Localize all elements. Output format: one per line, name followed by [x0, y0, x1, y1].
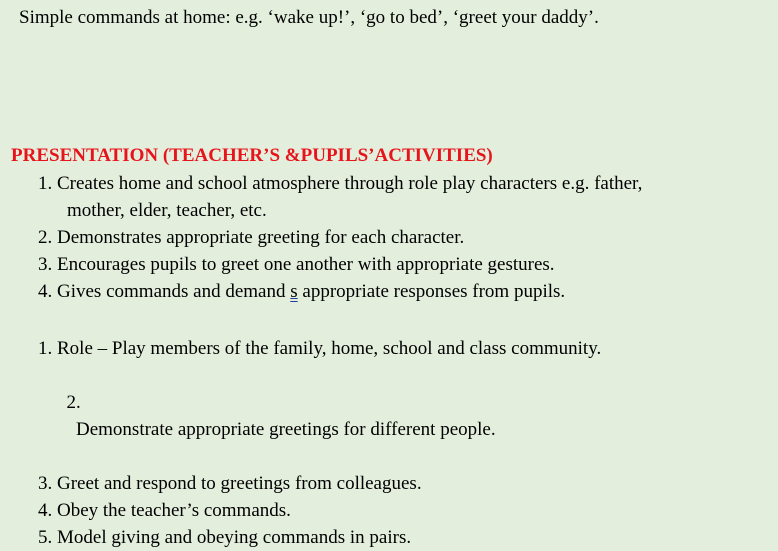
list-text: Demonstrates appropriate greeting for each character.	[57, 227, 465, 248]
spellcheck-underlined-text: s	[290, 281, 298, 302]
list-text: Model giving and obeying commands in pairs.	[57, 527, 412, 548]
list-number: 2.	[38, 227, 53, 248]
list-item	[38, 524, 601, 551]
list-number: 4.	[38, 281, 53, 302]
list-text: Encourages pupils to greet one another with appropriate gestures.	[57, 254, 555, 275]
list-number: 3.	[38, 254, 53, 275]
list-text: Demonstrate appropriate greetings for different people.	[66, 419, 496, 440]
list-text-part: Gives commands and demand	[57, 281, 291, 302]
list-number: 2.	[66, 392, 81, 413]
list-item	[38, 224, 642, 251]
list-number: 1.	[38, 173, 53, 194]
list-number: 3.	[38, 473, 53, 494]
list-text: Role – Play members of the family, home, school and class community.	[57, 338, 602, 359]
list-number: 5.	[38, 527, 53, 548]
list-item	[38, 251, 642, 278]
list-text	[57, 281, 565, 302]
list-item	[38, 335, 601, 362]
section-heading: PRESENTATION (TEACHER’S &PUPILS’ACTIVITIES)	[11, 145, 493, 166]
list-item	[38, 278, 642, 305]
list-item	[38, 470, 601, 497]
teacher-activities-list	[38, 170, 642, 305]
list-item	[38, 170, 642, 224]
list-item	[38, 497, 601, 524]
intro-text: Simple commands at home: e.g. ‘wake up!’, ‘go to bed’, ‘greet your daddy’.	[19, 7, 599, 28]
list-number: 1.	[38, 338, 53, 359]
list-number: 4.	[38, 500, 53, 521]
list-text-continued: mother, elder, teacher, etc.	[67, 200, 267, 221]
list-text: Greet and respond to greetings from colleagues.	[57, 473, 422, 494]
list-text: Obey the teacher’s commands.	[57, 500, 291, 521]
list-item	[38, 362, 601, 470]
list-text-part: appropriate responses from pupils.	[297, 281, 566, 302]
list-text: Creates home and school atmosphere through role play characters e.g. father,	[57, 173, 643, 194]
pupil-activities-list	[38, 335, 601, 551]
